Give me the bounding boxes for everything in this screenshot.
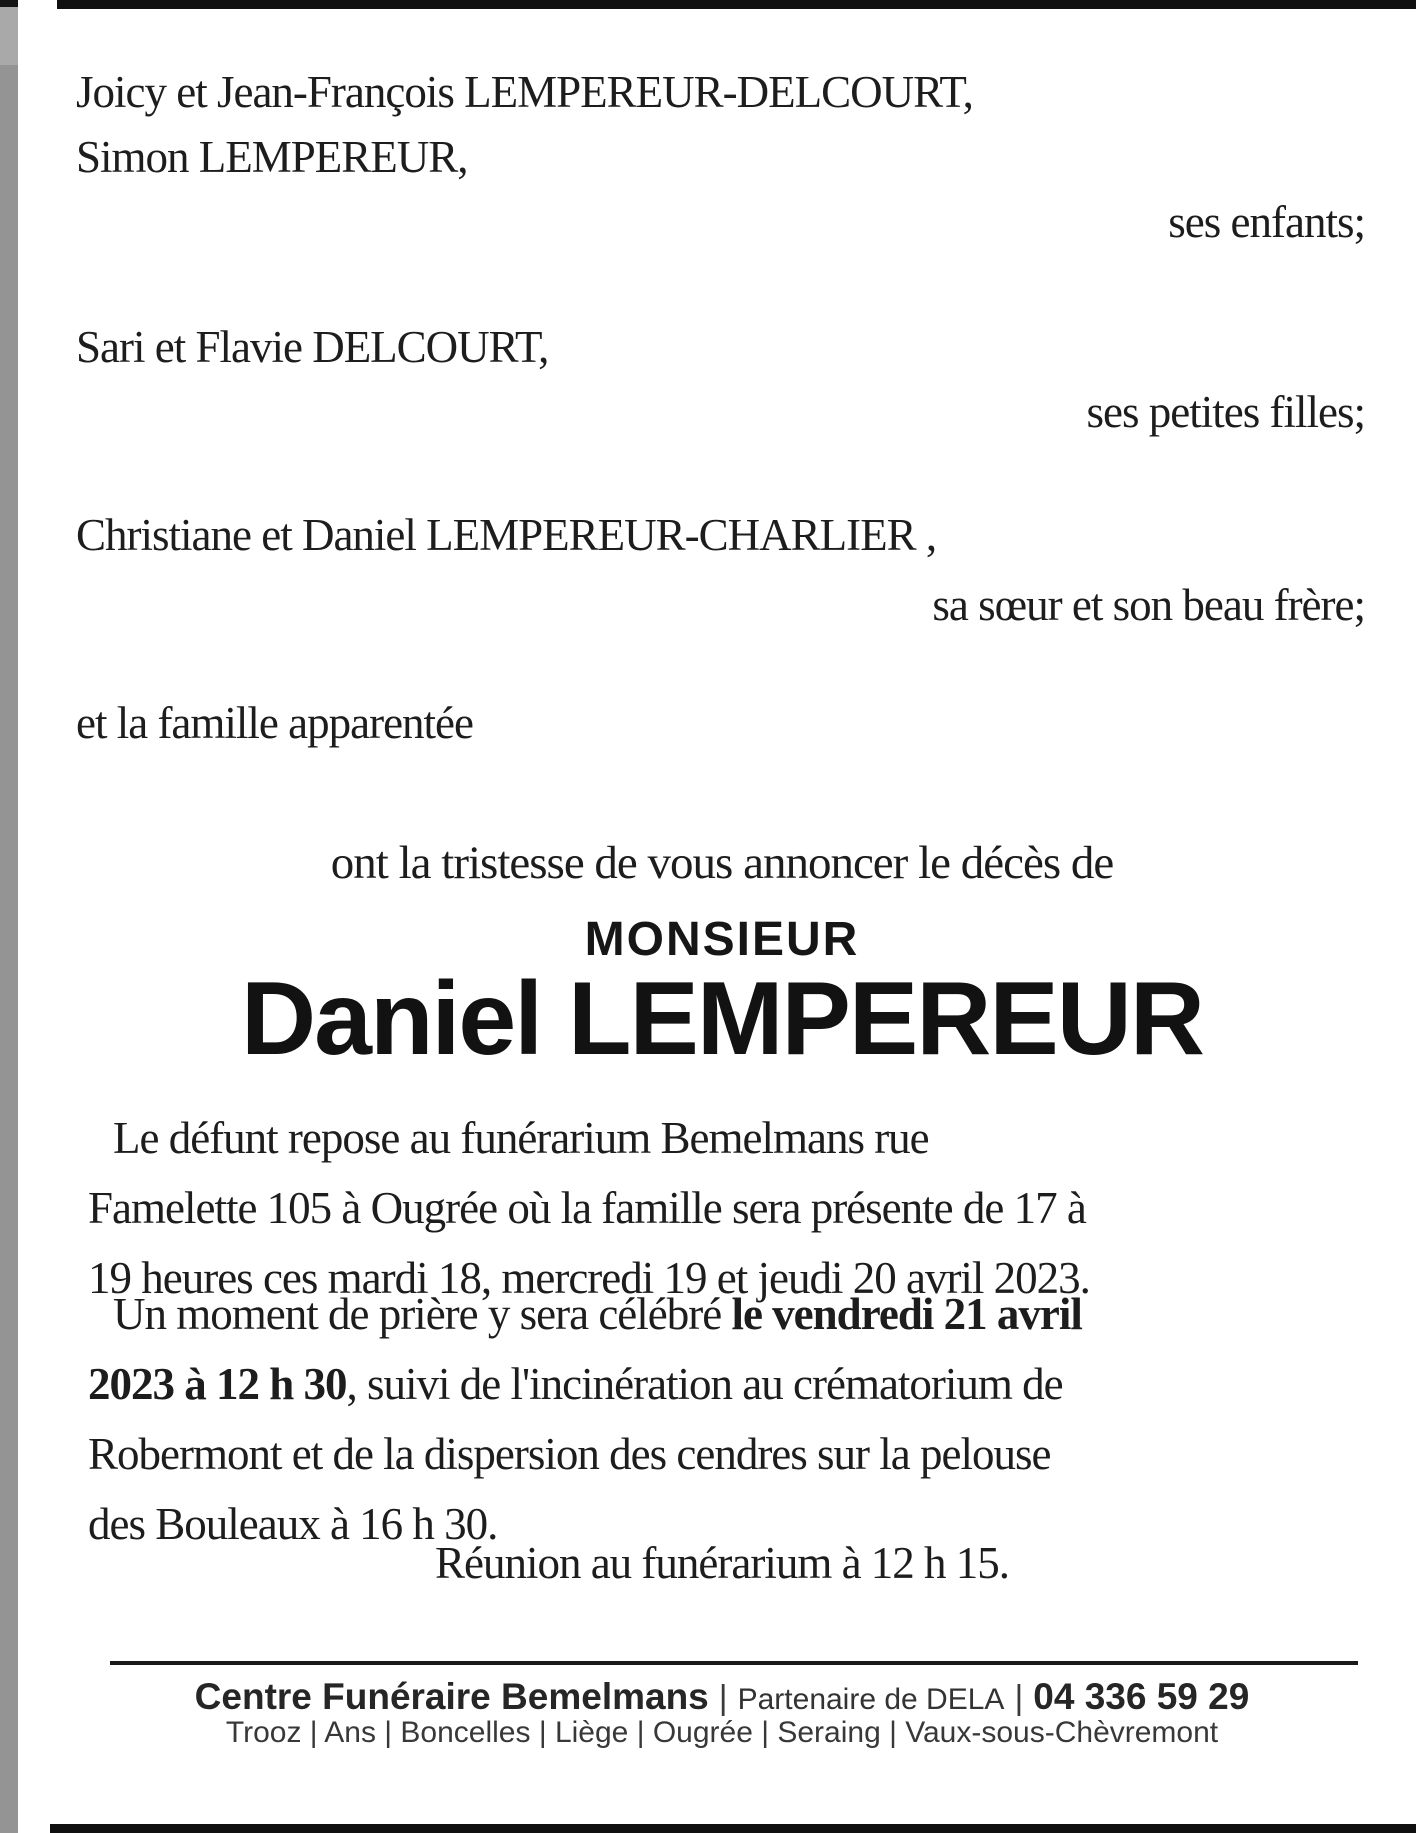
relation-label: ses enfants;: [1168, 197, 1365, 247]
relation-label: ses petites filles;: [1086, 387, 1365, 437]
paragraph2-normal-text: Un moment de prière y sera célébré: [113, 1289, 732, 1339]
scan-bar-bottom: [50, 1824, 1416, 1833]
relative-name-line: et la famille apparentée: [76, 698, 473, 748]
phone-number: 04 336 59 29: [1033, 1676, 1250, 1717]
body-paragraph1-line: Famelette 105 à Ougrée où la famille sera présente de 17 à: [88, 1183, 1086, 1233]
body-paragraph1-line: Le défunt repose au funérarium Bemelmans rue: [113, 1113, 929, 1163]
body-paragraph2-line: des Bouleaux à 16 h 30.: [88, 1499, 498, 1549]
body-paragraph2-line: [113, 1288, 1082, 1341]
relative-name-line: Christiane et Daniel LEMPEREUR-CHARLIER ,: [76, 510, 937, 560]
ceremony-time-bold: 2023 à 12 h 30: [88, 1359, 347, 1409]
deceased-name: Daniel LEMPEREUR: [241, 961, 1203, 1077]
partner-label: Partenaire de DELA: [737, 1683, 1005, 1716]
funeral-home-info: [28, 1676, 1416, 1718]
honorific-title: MONSIEUR: [584, 913, 860, 966]
paragraph2-normal-text: , suivi de l'incinération au crématorium de: [346, 1359, 1063, 1409]
funeral-home-locations: Trooz | Ans | Boncelles | Liège | Ougrée | Seraing | Vaux-sous-Chèvremont: [225, 1716, 1219, 1749]
body-paragraph2-line: Robermont et de la dispersion des cendres sur la pelouse: [88, 1429, 1051, 1479]
footer-separator: |: [718, 1679, 728, 1717]
relative-name-line: Joicy et Jean-François LEMPEREUR-DELCOURT,: [76, 67, 973, 117]
scan-bar-top: [57, 0, 1416, 9]
ceremony-date-bold: le vendredi 21 avril: [731, 1289, 1082, 1339]
funeral-home-name: Centre Funéraire Bemelmans: [194, 1676, 709, 1717]
relative-name-line: Sari et Flavie DELCOURT,: [76, 322, 549, 372]
footer-separator: |: [1014, 1679, 1024, 1717]
footer-divider-rule: [110, 1661, 1358, 1665]
scan-edge-left: [0, 0, 18, 1833]
scan-edge-left-light: [0, 7, 18, 65]
relation-label: sa sœur et son beau frère;: [932, 580, 1365, 630]
scan-edge-corner: [0, 0, 18, 7]
body-paragraph2-line: [88, 1358, 1063, 1411]
reunion-note: Réunion au funérarium à 12 h 15.: [434, 1538, 1010, 1588]
relative-name-line: Simon LEMPEREUR,: [76, 132, 468, 182]
body-paragraph1-line: 19 heures ces mardi 18, mercredi 19 et jeudi 20 avril 2023.: [88, 1253, 1090, 1303]
announcement-intro: ont la tristesse de vous annoncer le décès de: [330, 837, 1114, 889]
